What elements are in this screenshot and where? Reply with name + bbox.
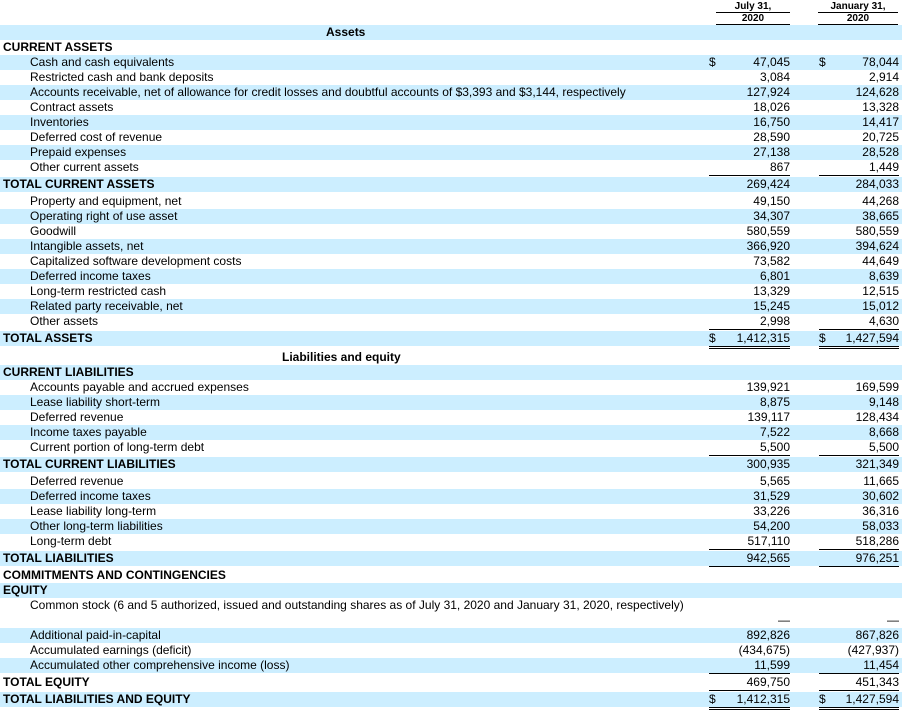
- table-row: [0, 269, 902, 284]
- table-row: [0, 410, 902, 425]
- value-july-2020: 3,084: [759, 70, 790, 84]
- assets-section-row: [0, 25, 902, 40]
- row-label: CURRENT ASSETS: [3, 40, 113, 54]
- table-row: [0, 145, 902, 160]
- value-january-2020: 78,044: [862, 55, 899, 69]
- row-label: Accounts payable and accrued expenses: [30, 380, 249, 394]
- value-january-2020: 976,251: [855, 551, 899, 565]
- value-january-2020: 44,649: [862, 254, 899, 268]
- row-label: Lease liability long-term: [30, 504, 157, 518]
- subtotal-rule: [709, 329, 790, 330]
- row-label: Long-term restricted cash: [30, 284, 167, 298]
- row-label: Deferred revenue: [30, 410, 124, 424]
- row-label: Accumulated earnings (deficit): [30, 643, 192, 657]
- value-january-2020: 36,316: [862, 504, 899, 518]
- value-january-2020: 8,639: [868, 269, 899, 283]
- value-january-2020: 5,500: [868, 440, 899, 454]
- row-label: Restricted cash and bank deposits: [30, 70, 214, 84]
- table-row: [0, 284, 902, 299]
- table-row: [0, 534, 902, 549]
- value-july-2020: 7,522: [759, 425, 790, 439]
- column-header-january-2020: [818, 1, 898, 25]
- value-july-2020: 5,500: [759, 440, 790, 454]
- table-row: [0, 224, 902, 239]
- value-july-2020: (434,675): [738, 643, 790, 657]
- column-header-line1: January 31,: [818, 1, 898, 13]
- value-january-2020: 124,628: [855, 85, 899, 99]
- row-label: Deferred income taxes: [30, 269, 151, 283]
- subtotal-rule: [819, 566, 899, 567]
- row-label: Capitalized software development costs: [30, 254, 242, 268]
- subtotal-rule: [819, 673, 899, 674]
- value-july-2020: 28,590: [753, 130, 790, 144]
- value-july-2020: 73,582: [753, 254, 790, 268]
- currency-symbol: $: [709, 55, 716, 69]
- table-row: [0, 331, 902, 346]
- row-label: EQUITY: [3, 583, 48, 597]
- table-row: [0, 551, 902, 566]
- table-row: [0, 194, 902, 209]
- row-label: Other assets: [30, 314, 99, 328]
- table-row: [0, 643, 902, 658]
- total-double-rule: [819, 707, 899, 710]
- subtotal-rule: [819, 175, 899, 176]
- row-label: Additional paid-in-capital: [30, 628, 161, 642]
- subtotal-rule: [819, 329, 899, 330]
- row-label: Current portion of long-term debt: [30, 440, 205, 454]
- column-header-line1: July 31,: [716, 1, 790, 13]
- row-label: COMMITMENTS AND CONTINGENCIES: [3, 568, 226, 582]
- row-label: Accumulated other comprehensive income (loss): [30, 658, 290, 672]
- row-label: CURRENT LIABILITIES: [3, 365, 134, 379]
- value-july-2020: 15,245: [753, 299, 790, 313]
- value-july-2020: 139,117: [747, 410, 790, 424]
- value-january-2020: 58,033: [862, 519, 899, 533]
- value-july-2020: 1,412,315: [736, 692, 790, 706]
- subtotal-rule: [709, 455, 790, 456]
- value-july-2020: 18,026: [753, 100, 790, 114]
- value-january-2020: 20,725: [862, 130, 899, 144]
- value-january-2020: 284,033: [855, 177, 899, 191]
- table-row: [0, 85, 902, 100]
- value-january-2020: 13,328: [862, 100, 899, 114]
- subtotal-rule: [709, 673, 790, 674]
- value-july-2020: 13,329: [753, 284, 790, 298]
- value-january-2020: 1,427,594: [845, 331, 899, 345]
- subtotal-rule: [709, 566, 790, 567]
- subtotal-rule: [819, 690, 899, 691]
- table-row: [0, 299, 902, 314]
- value-january-2020: 394,624: [855, 239, 899, 253]
- currency-symbol: $: [819, 331, 826, 345]
- value-january-2020: 4,630: [868, 314, 899, 328]
- table-row: [0, 474, 902, 489]
- value-july-2020: 300,935: [746, 457, 790, 471]
- value-january-2020: 321,349: [855, 457, 899, 471]
- value-january-2020: —: [887, 613, 899, 627]
- table-row: [0, 583, 902, 598]
- table-row: [0, 160, 902, 175]
- value-january-2020: 11,454: [863, 658, 899, 672]
- section-title-assets: Assets: [326, 25, 366, 39]
- table-row: [0, 568, 902, 583]
- row-label: Deferred income taxes: [30, 489, 151, 503]
- row-label: Lease liability short-term: [30, 395, 161, 409]
- section-title-liabilities: Liabilities and equity: [282, 350, 401, 364]
- value-july-2020: 366,920: [746, 239, 790, 253]
- value-july-2020: 867: [769, 160, 790, 174]
- value-january-2020: 15,012: [862, 299, 899, 313]
- table-row: [0, 692, 902, 707]
- value-january-2020: 1,449: [868, 160, 899, 174]
- value-july-2020: 31,529: [753, 489, 790, 503]
- value-january-2020: 14,417: [862, 115, 899, 129]
- value-july-2020: 1,412,315: [736, 331, 790, 345]
- table-row: [0, 70, 902, 85]
- value-january-2020: 30,602: [862, 489, 899, 503]
- row-label: Goodwill: [30, 224, 77, 238]
- value-january-2020: 8,668: [868, 425, 899, 439]
- currency-symbol: $: [709, 331, 716, 345]
- row-label: Other current assets: [30, 160, 139, 174]
- row-label: Related party receivable, net: [30, 299, 183, 313]
- value-july-2020: 580,559: [746, 224, 790, 238]
- row-label: Inventories: [30, 115, 89, 129]
- value-january-2020: 12,515: [862, 284, 899, 298]
- table-row: [0, 177, 902, 192]
- value-july-2020: 6,801: [759, 269, 790, 283]
- table-row: [0, 519, 902, 534]
- subtotal-rule: [709, 690, 790, 691]
- table-row: [0, 40, 902, 55]
- liabilities-section-row: [0, 350, 902, 365]
- value-july-2020: —: [778, 613, 790, 627]
- value-january-2020: 451,343: [855, 675, 899, 689]
- row-label: Long-term debt: [30, 534, 112, 548]
- currency-symbol: $: [819, 692, 826, 706]
- value-july-2020: 27,138: [753, 145, 790, 159]
- value-july-2020: 942,565: [746, 551, 790, 565]
- value-january-2020: 169,599: [855, 380, 899, 394]
- value-january-2020: 38,665: [862, 209, 899, 223]
- subtotal-rule: [709, 549, 790, 550]
- subtotal-rule: [709, 175, 790, 176]
- table-row: [0, 457, 902, 472]
- value-july-2020: 269,424: [746, 177, 790, 191]
- table-row: [0, 254, 902, 269]
- value-january-2020: 1,427,594: [845, 692, 899, 706]
- row-label: TOTAL CURRENT LIABILITIES: [3, 457, 176, 471]
- value-january-2020: 2,914: [868, 70, 899, 84]
- value-july-2020: 54,200: [753, 519, 790, 533]
- value-january-2020: 867,826: [855, 628, 899, 642]
- currency-symbol: $: [819, 55, 826, 69]
- value-july-2020: 16,750: [753, 115, 790, 129]
- total-double-rule: [709, 346, 790, 349]
- row-label: Prepaid expenses: [30, 145, 127, 159]
- table-row: [0, 658, 902, 673]
- currency-symbol: $: [709, 692, 716, 706]
- value-july-2020: 469,750: [746, 675, 790, 689]
- table-row: [0, 395, 902, 410]
- value-july-2020: 517,110: [747, 534, 790, 548]
- table-row: [0, 628, 902, 643]
- value-july-2020: 8,875: [759, 395, 790, 409]
- table-row: [0, 100, 902, 115]
- table-row: [0, 365, 902, 380]
- table-row: [0, 598, 902, 628]
- table-row: [0, 130, 902, 145]
- subtotal-rule: [819, 455, 899, 456]
- table-row: [0, 115, 902, 130]
- row-label: Deferred revenue: [30, 474, 124, 488]
- row-label: Deferred cost of revenue: [30, 130, 163, 144]
- column-header-line2: 2020: [818, 13, 898, 25]
- row-label: TOTAL LIABILITIES: [3, 551, 114, 565]
- value-july-2020: 127,924: [746, 85, 790, 99]
- row-label: Intangible assets, net: [30, 239, 144, 253]
- value-january-2020: 580,559: [855, 224, 899, 238]
- row-label: Accounts receivable, net of allowance for credit losses and doubtful accounts of $3,393 and $3,144, respectively: [30, 85, 626, 99]
- row-label: Contract assets: [30, 100, 114, 114]
- value-july-2020: 5,565: [759, 474, 790, 488]
- value-january-2020: (427,937): [847, 643, 899, 657]
- row-label: Operating right of use asset: [30, 209, 178, 223]
- table-row: [0, 675, 902, 690]
- subtotal-rule: [819, 549, 899, 550]
- value-january-2020: 44,268: [862, 194, 899, 208]
- table-row: [0, 440, 902, 455]
- row-label: Other long-term liabilities: [30, 519, 163, 533]
- value-july-2020: 47,045: [753, 55, 790, 69]
- value-july-2020: 11,599: [754, 658, 790, 672]
- value-july-2020: 2,998: [759, 314, 790, 328]
- column-header-july-2020: [716, 1, 790, 25]
- value-january-2020: 9,148: [868, 395, 899, 409]
- value-january-2020: 518,286: [855, 534, 899, 548]
- value-january-2020: 11,665: [863, 474, 899, 488]
- value-january-2020: 128,434: [855, 410, 899, 424]
- table-row: [0, 314, 902, 329]
- row-label: TOTAL LIABILITIES AND EQUITY: [3, 692, 191, 706]
- table-row: [0, 425, 902, 440]
- value-july-2020: 34,307: [753, 209, 790, 223]
- table-row: [0, 239, 902, 254]
- total-double-rule: [819, 346, 899, 349]
- value-july-2020: 49,150: [753, 194, 790, 208]
- column-header-line2: 2020: [716, 13, 790, 25]
- value-july-2020: 892,826: [746, 628, 790, 642]
- table-row: [0, 504, 902, 519]
- row-label: Income taxes payable: [30, 425, 147, 439]
- table-row: [0, 380, 902, 395]
- row-label: Property and equipment, net: [30, 194, 182, 208]
- row-label: TOTAL EQUITY: [3, 675, 90, 689]
- row-label: TOTAL ASSETS: [3, 331, 93, 345]
- value-july-2020: 33,226: [753, 504, 790, 518]
- table-row: [0, 55, 902, 70]
- table-row: [0, 209, 902, 224]
- row-label: TOTAL CURRENT ASSETS: [3, 177, 155, 191]
- total-double-rule: [709, 707, 790, 710]
- value-july-2020: 139,921: [746, 380, 790, 394]
- row-label: Cash and cash equivalents: [30, 55, 175, 69]
- value-january-2020: 28,528: [862, 145, 899, 159]
- table-row: [0, 489, 902, 504]
- row-label: Common stock (6 and 5 authorized, issued and outstanding shares as of July 31, 2020 and January 31, 2020, respectively): [30, 598, 684, 612]
